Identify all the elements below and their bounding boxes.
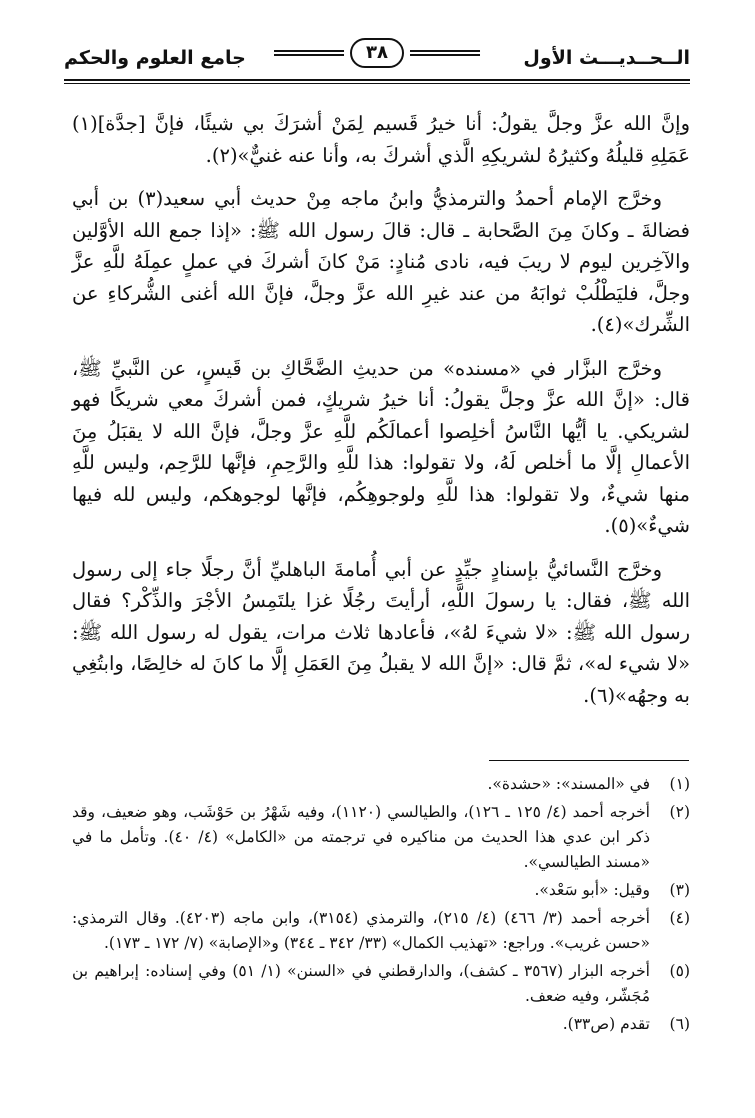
paragraph: وخرَّج البزَّار في «مسنده» من حديثِ الضَّحَّاكِ بن قَيسٍ، عن النَّبيِّ ﷺ، قال: «إنَّ الله عزَّ وجلَّ يقولُ: أنا خيرُ شريكٍ، فمن أشركَ معي شريكًا فهو لشريكي. يا أيُّها النَّاسُ أخلِصوا أعمالَكُم للَّهِ عزَّ وجلَّ، فإنَّ الله لا يقبَلُ مِنَ الأعمالِ إلَّا ما أخلص لَهُ، ولا تقولوا: هذا للَّهِ والرَّحِمِ، فإنَّها للرَّحِم، وليس للَّهِ منها شيءٌ، ولا تقولوا: هذا للَّهِ ولوجوهِكُم، فإنَّها لوجوهكم، وليس لله فيها شيءٌ»(٥).: [72, 356, 690, 537]
footnote-text: وقيل: «أبو سَعْد».: [534, 881, 650, 899]
paragraph: وخرَّج النَّسائيُّ بإسنادٍ جيِّدٍ عن أبي أُمامةَ الباهليِّ أنَّ رجلًا جاء إلى رسول الله ﷺ، فقال: يا رسولَ اللَّهِ، أرأيتَ رجُلًا غزا يلتَمِسُ الأجْرَ والذِّكْر؟ فقال رسول الله ﷺ: «لا شيءَ لهُ»، فأعادها ثلاث مرات، يقول له رسول الله ﷺ: «لا شيء له»، ثمَّ قال: «إنَّ الله لا يقبلُ مِنَ العَمَلِ إلَّا ما كانَ له خالِصًا، وابتُغِي به وجهُه»(٦).: [72, 557, 690, 707]
footnote: [72, 906, 690, 956]
main-text: [72, 108, 690, 723]
footnote-text: أخرجه أحمد (٤/ ١٢٥ ـ ١٢٦)، والطيالسي (١١٢٠)، وفيه شَهْرُ بن حَوْشَب، وهو ضعيف، وقد ذكر ابن عدي هذا الحديث من مناكيره في ترجمته من «الكامل» (٤/ ٤٠). وتأمل ما في «مسند الطيالسي».: [72, 803, 651, 871]
footnote: [72, 772, 690, 797]
footnote-number: (١): [669, 775, 690, 793]
footnote-separator: [489, 760, 689, 761]
footnote-text: في «المسند»: «حشدة».: [487, 775, 650, 793]
header-rule: [64, 79, 690, 84]
footnote-number: (٣): [669, 881, 690, 899]
footnote: [72, 959, 690, 1009]
footnote-text: أخرجه البزار (٣٥٦٧ ـ كشف)، والدارقطني في «السنن» (١/ ٥١) وفي إسناده: إبراهيم بن مُجَشّر، وفيه ضعف.: [72, 962, 650, 1005]
ornament-line: [274, 50, 344, 56]
footnotes: [72, 772, 690, 1040]
footnote: [72, 800, 690, 875]
running-header: [64, 38, 690, 78]
footnote-text: أخرجه أحمد (٣/ ٤٦٦) (٤/ ٢١٥)، والترمذي (٣١٥٤)، وابن ماجه (٤٢٠٣). وقال الترمذي: «حسن غريب». وراجع: «تهذيب الكمال» (٣٣/ ٣٤٢ ـ ٣٤٤) و«الإصابة» (٧/ ١٧٢ ـ ١٧٣).: [72, 909, 650, 952]
footnote: [72, 878, 690, 903]
footnote-number: (٦): [669, 1015, 690, 1033]
footnote-number: (٢): [669, 803, 690, 821]
footnote: [72, 1012, 690, 1037]
paragraph: وخرَّج الإمام أحمدُ والترمذيُّ وابنُ ماجه مِنْ حديث أبي سعيد(٣) بن أبي فضالةَ ـ وكانَ مِنَ الصَّحابة ـ قال: قالَ رسول الله ﷺ: «إذا جمع الله الأوَّلين والآخِرين ليوم لا ريبَ فيه، نادى مُنادٍ: مَنْ كانَ أشركَ في عملٍ عمِلَهُ للَّهِ عزَّ وجلَّ، فليَطْلُبْ ثوابَهُ من عند غيرِ الله عزَّ وجلَّ، فإنَّ الله أغنى الشُّركاءِ عن الشِّرك»(٤).: [72, 187, 690, 336]
footnote-text: تقدم (ص٣٣).: [562, 1015, 650, 1033]
ornament-line: [410, 50, 480, 56]
footnote-number: (٥): [669, 962, 690, 980]
paragraph: وإنَّ الله عزَّ وجلَّ يقولُ: أنا خيرُ قَسيم لِمَنْ أشرَكَ بي شيئًا، فإنَّ [جدَّة](١) عَمَلِهِ قليلُهُ وكثيرُهُ لشريكِهِ الَّذي أشركَ به، وأنا عنه غنيٌّ»(٢).: [72, 112, 690, 167]
page-number-ornament: [268, 38, 486, 68]
book-title: جامع العلوم والحكم: [64, 47, 246, 69]
chapter-title: الــحــديـــث الأول: [523, 47, 690, 69]
page-number: ٣٨: [350, 38, 404, 68]
footnote-number: (٤): [669, 909, 690, 927]
